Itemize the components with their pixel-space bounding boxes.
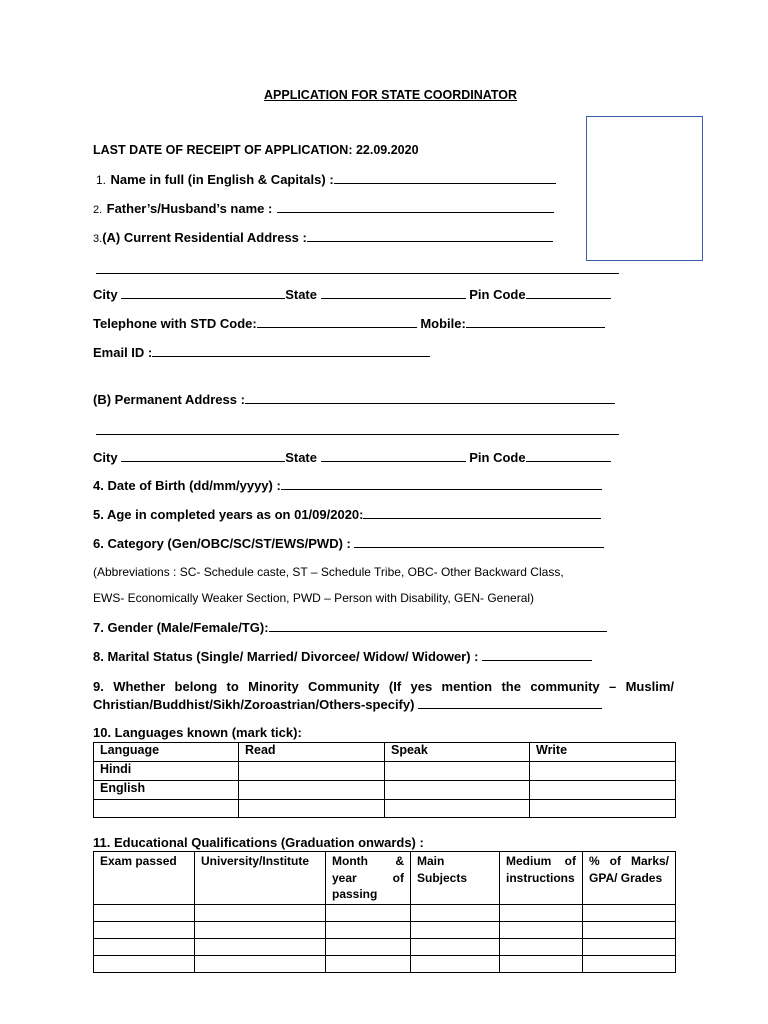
medium-cell[interactable] bbox=[500, 955, 583, 972]
abbreviations-line-2: EWS- Economically Weaker Section, PWD – Person with Disability, GEN- General) bbox=[93, 591, 535, 605]
exam-cell[interactable] bbox=[94, 938, 195, 955]
pin-code-label: Pin Code bbox=[469, 450, 526, 465]
month-year-cell[interactable] bbox=[326, 938, 411, 955]
header-university: University/Institute bbox=[195, 852, 326, 905]
photo-box[interactable] bbox=[586, 116, 703, 261]
university-cell[interactable] bbox=[195, 955, 326, 972]
q1-number: 1. bbox=[96, 173, 107, 187]
q2-father-husband-field[interactable] bbox=[93, 200, 554, 218]
marks-cell[interactable] bbox=[583, 938, 676, 955]
city-label: City bbox=[93, 287, 118, 302]
telephone-label: Telephone with STD Code: bbox=[93, 316, 257, 331]
table-header-row bbox=[94, 743, 676, 762]
q7-input-line[interactable] bbox=[269, 619, 607, 632]
pin-code-input-line[interactable] bbox=[526, 449, 611, 462]
mobile-input-line[interactable] bbox=[466, 315, 605, 328]
email-row[interactable] bbox=[93, 344, 430, 360]
permanent-city-state-pin[interactable] bbox=[93, 449, 611, 465]
q3-number: 3. bbox=[93, 233, 103, 245]
month-year-cell[interactable] bbox=[326, 904, 411, 921]
medium-cell[interactable] bbox=[500, 904, 583, 921]
q2-label: Father’s/Husband’s name : bbox=[106, 201, 273, 216]
language-cell: English bbox=[94, 781, 239, 800]
medium-cell[interactable] bbox=[500, 938, 583, 955]
header-medium: Medium of instructions bbox=[500, 852, 583, 905]
permanent-address-row[interactable] bbox=[93, 391, 615, 407]
mobile-label: Mobile: bbox=[420, 316, 466, 331]
email-input-line[interactable] bbox=[152, 344, 430, 357]
q10-title: 10. Languages known (mark tick): bbox=[93, 725, 302, 740]
marks-cell[interactable] bbox=[583, 921, 676, 938]
q11-title: 11. Educational Qualifications (Graduation onwards) : bbox=[93, 835, 424, 850]
subjects-cell[interactable] bbox=[411, 938, 500, 955]
q5-input-line[interactable] bbox=[363, 506, 601, 519]
q9-input-line[interactable] bbox=[418, 696, 602, 709]
header-month-year: Month & year of passing bbox=[326, 852, 411, 905]
table-header-row bbox=[94, 852, 676, 905]
header-write: Write bbox=[530, 743, 676, 762]
speak-cell[interactable] bbox=[385, 781, 530, 800]
marks-cell[interactable] bbox=[583, 904, 676, 921]
month-year-cell[interactable] bbox=[326, 921, 411, 938]
city-input-line[interactable] bbox=[121, 449, 285, 462]
city-input-line[interactable] bbox=[121, 286, 285, 299]
q5-label: 5. Age in completed years as on 01/09/2020: bbox=[93, 507, 364, 522]
university-cell[interactable] bbox=[195, 938, 326, 955]
last-date-notice: LAST DATE OF RECEIPT OF APPLICATION: 22.09.2020 bbox=[93, 143, 419, 157]
pin-code-input-line[interactable] bbox=[526, 286, 611, 299]
state-input-line[interactable] bbox=[321, 449, 466, 462]
pin-code-label: Pin Code bbox=[469, 287, 526, 302]
q3-current-address-field[interactable] bbox=[93, 229, 553, 247]
education-table bbox=[93, 851, 676, 973]
header-marks: % of Marks/ GPA/ Grades bbox=[583, 852, 676, 905]
q6-input-line[interactable] bbox=[354, 535, 604, 548]
state-label: State bbox=[285, 287, 317, 302]
q5-age-field[interactable] bbox=[93, 506, 601, 522]
q3-input-line[interactable] bbox=[307, 229, 553, 242]
month-year-cell[interactable] bbox=[326, 955, 411, 972]
q4-dob-field[interactable] bbox=[93, 477, 602, 493]
q9-minority-field[interactable] bbox=[93, 696, 602, 712]
subjects-cell[interactable] bbox=[411, 955, 500, 972]
q7-label: 7. Gender (Male/Female/TG): bbox=[93, 620, 269, 635]
q1-name-field[interactable] bbox=[96, 171, 556, 189]
exam-cell[interactable] bbox=[94, 921, 195, 938]
speak-cell[interactable] bbox=[385, 800, 530, 818]
university-cell[interactable] bbox=[195, 921, 326, 938]
university-cell[interactable] bbox=[195, 904, 326, 921]
state-label: State bbox=[285, 450, 317, 465]
telephone-input-line[interactable] bbox=[257, 315, 417, 328]
language-cell[interactable] bbox=[94, 800, 239, 818]
q6-category-field[interactable] bbox=[93, 535, 604, 551]
q7-gender-field[interactable] bbox=[93, 619, 607, 635]
q8-label: 8. Marital Status (Single/ Married/ Divorcee/ Widow/ Widower) : bbox=[93, 649, 479, 664]
medium-cell[interactable] bbox=[500, 921, 583, 938]
city-label: City bbox=[93, 450, 118, 465]
subjects-cell[interactable] bbox=[411, 921, 500, 938]
q9-label-line-2: Christian/Buddhist/Sikh/Zoroastrian/Others-specify) bbox=[93, 697, 415, 712]
speak-cell[interactable] bbox=[385, 762, 530, 781]
current-city-state-pin[interactable] bbox=[93, 286, 611, 302]
q9-minority-line-1: 9. Whether belong to Minority Community (If yes mention the community – Muslim/ bbox=[93, 679, 674, 694]
read-cell[interactable] bbox=[239, 762, 385, 781]
phone-mobile-row[interactable] bbox=[93, 315, 605, 331]
header-language: Language bbox=[94, 743, 239, 762]
table-row bbox=[94, 938, 676, 955]
q2-input-line[interactable] bbox=[277, 200, 554, 213]
table-row bbox=[94, 800, 676, 818]
q8-input-line[interactable] bbox=[482, 648, 592, 661]
email-label: Email ID : bbox=[93, 345, 153, 360]
write-cell[interactable] bbox=[530, 800, 676, 818]
write-cell[interactable] bbox=[530, 762, 676, 781]
q4-label: 4. Date of Birth (dd/mm/yyyy) : bbox=[93, 478, 281, 493]
header-main-subjects: Main Subjects bbox=[411, 852, 500, 905]
permanent-address-input-line[interactable] bbox=[245, 391, 615, 404]
read-cell[interactable] bbox=[239, 781, 385, 800]
table-row bbox=[94, 904, 676, 921]
table-row bbox=[94, 955, 676, 972]
header-exam-passed: Exam passed bbox=[94, 852, 195, 905]
languages-table bbox=[93, 742, 676, 818]
q8-marital-status-field[interactable] bbox=[93, 648, 592, 664]
abbreviations-line-1: (Abbreviations : SC- Schedule caste, ST – Schedule Tribe, OBC- Other Backward Class, bbox=[93, 565, 564, 579]
page-title: APPLICATION FOR STATE COORDINATOR bbox=[264, 88, 518, 102]
subjects-cell[interactable] bbox=[411, 904, 500, 921]
current-address-line-2[interactable] bbox=[96, 273, 619, 274]
q2-number: 2. bbox=[93, 204, 103, 216]
write-cell[interactable] bbox=[530, 781, 676, 800]
header-read: Read bbox=[239, 743, 385, 762]
q1-input-line[interactable] bbox=[334, 171, 556, 184]
header-speak: Speak bbox=[385, 743, 530, 762]
permanent-address-label: (B) Permanent Address : bbox=[93, 392, 245, 407]
state-input-line[interactable] bbox=[321, 286, 466, 299]
q6-label: 6. Category (Gen/OBC/SC/ST/EWS/PWD) : bbox=[93, 536, 351, 551]
q4-input-line[interactable] bbox=[281, 477, 602, 490]
language-cell: Hindi bbox=[94, 762, 239, 781]
read-cell[interactable] bbox=[239, 800, 385, 818]
exam-cell[interactable] bbox=[94, 955, 195, 972]
table-row bbox=[94, 781, 676, 800]
marks-cell[interactable] bbox=[583, 955, 676, 972]
q1-label: Name in full (in English & Capitals) : bbox=[110, 172, 334, 187]
exam-cell[interactable] bbox=[94, 904, 195, 921]
permanent-address-line-2[interactable] bbox=[96, 434, 619, 435]
table-row bbox=[94, 921, 676, 938]
table-row bbox=[94, 762, 676, 781]
q3-label: (A) Current Residential Address : bbox=[102, 230, 307, 245]
